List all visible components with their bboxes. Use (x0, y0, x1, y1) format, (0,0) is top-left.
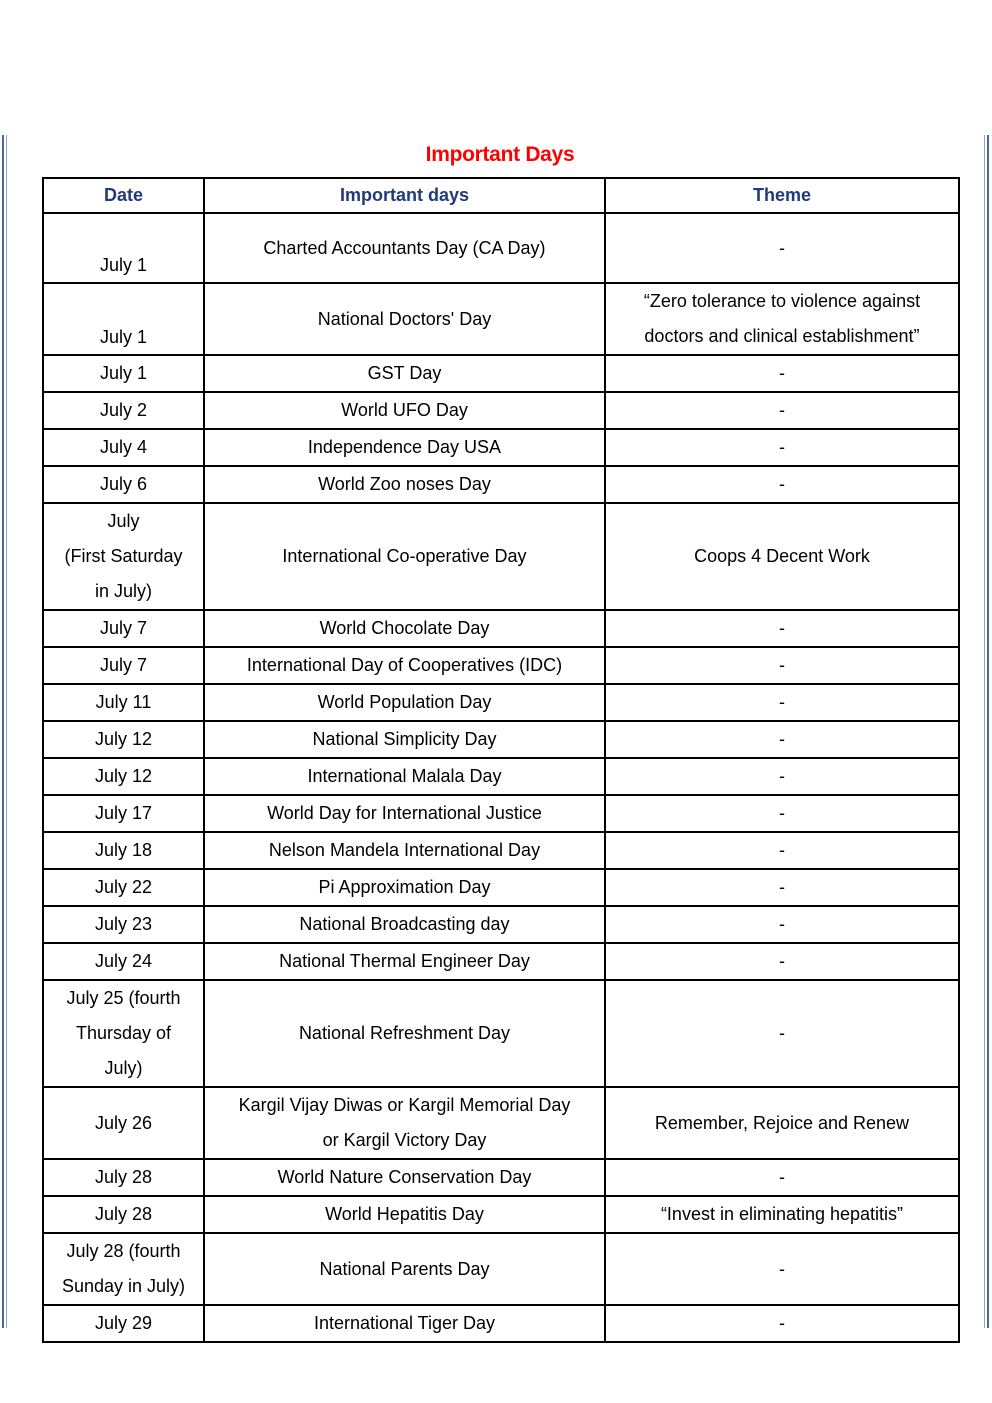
day-text: Independence Day USA (307, 437, 502, 457)
date-text: July) (104, 1058, 143, 1078)
theme-text: - (779, 692, 785, 712)
table-header-row (43, 178, 959, 213)
date-text: July 2 (99, 400, 148, 420)
theme-text: - (779, 840, 785, 860)
theme-cell (605, 906, 959, 943)
table-row (43, 943, 959, 980)
theme-cell (605, 1159, 959, 1196)
theme-cell (605, 355, 959, 392)
theme-text: - (779, 729, 785, 749)
theme-text: - (779, 1313, 785, 1333)
table-row (43, 869, 959, 906)
theme-cell (605, 1196, 959, 1233)
table-row (43, 1159, 959, 1196)
theme-text: - (779, 618, 785, 638)
theme-text: doctors and clinical establishment” (644, 326, 920, 346)
date-cell (43, 832, 204, 869)
date-cell (43, 684, 204, 721)
day-text: World Chocolate Day (319, 618, 490, 638)
day-text: or Kargil Victory Day (322, 1130, 487, 1150)
date-text: July 23 (94, 914, 153, 934)
table-row (43, 721, 959, 758)
day-cell (204, 943, 605, 980)
table-row (43, 466, 959, 503)
day-text: World Zoo noses Day (318, 474, 491, 494)
date-text: July 22 (94, 877, 153, 897)
date-text: July 1 (99, 255, 148, 275)
theme-text: - (779, 1167, 785, 1187)
date-text: July 7 (99, 655, 148, 675)
day-cell (204, 355, 605, 392)
date-cell (43, 795, 204, 832)
table-row (43, 1233, 959, 1305)
date-cell (43, 943, 204, 980)
day-text: National Broadcasting day (299, 914, 510, 934)
day-cell (204, 213, 605, 283)
theme-text: - (779, 1258, 785, 1279)
date-cell (43, 1233, 204, 1305)
day-cell (204, 832, 605, 869)
day-text: National Thermal Engineer Day (279, 951, 530, 971)
date-text: July 12 (94, 729, 153, 749)
table-row (43, 1087, 959, 1159)
date-text: July 17 (94, 803, 153, 823)
table-row (43, 758, 959, 795)
date-cell (43, 429, 204, 466)
table-row (43, 684, 959, 721)
day-text: International Tiger Day (313, 1313, 496, 1333)
important-days-table (42, 177, 960, 1343)
day-cell (204, 392, 605, 429)
table-row (43, 1305, 959, 1342)
date-cell (43, 1196, 204, 1233)
date-cell (43, 869, 204, 906)
day-text: World UFO Day (341, 400, 468, 420)
day-text: Pi Approximation Day (318, 877, 491, 897)
day-cell (204, 758, 605, 795)
date-text: July 26 (94, 1112, 153, 1133)
day-cell (204, 906, 605, 943)
date-text: July 12 (94, 766, 153, 786)
date-text: July 6 (99, 474, 148, 494)
day-cell (204, 795, 605, 832)
date-cell (43, 647, 204, 684)
date-cell (43, 721, 204, 758)
header-important-days: Important days (204, 178, 605, 213)
day-text: World Hepatitis Day (325, 1204, 484, 1224)
theme-text: - (779, 803, 785, 823)
day-cell (204, 647, 605, 684)
date-cell (43, 1305, 204, 1342)
table-row (43, 392, 959, 429)
theme-cell (605, 795, 959, 832)
theme-cell (605, 1087, 959, 1159)
day-text: GST Day (367, 363, 442, 383)
date-text: July 7 (99, 618, 148, 638)
page-border-right (984, 135, 989, 1328)
header-theme: Theme (605, 178, 959, 213)
date-text: July 28 (94, 1167, 153, 1187)
table-row (43, 283, 959, 355)
date-cell (43, 283, 204, 355)
theme-cell (605, 429, 959, 466)
day-cell (204, 721, 605, 758)
day-text: National Simplicity Day (312, 729, 497, 749)
theme-cell (605, 392, 959, 429)
table-row (43, 980, 959, 1087)
day-cell (204, 684, 605, 721)
theme-text: - (779, 437, 785, 457)
day-cell (204, 503, 605, 610)
table-row (43, 503, 959, 610)
date-text: July 29 (94, 1313, 153, 1333)
theme-text: - (779, 914, 785, 934)
header-date: Date (43, 178, 204, 213)
table-row (43, 795, 959, 832)
date-cell (43, 758, 204, 795)
theme-text: - (779, 877, 785, 897)
theme-cell (605, 721, 959, 758)
theme-cell (605, 869, 959, 906)
theme-cell (605, 980, 959, 1087)
date-text: (First Saturday (64, 546, 183, 566)
theme-text: “Zero tolerance to violence against (643, 291, 921, 311)
theme-text: - (779, 474, 785, 494)
day-cell (204, 1159, 605, 1196)
day-cell (204, 1196, 605, 1233)
date-cell (43, 906, 204, 943)
day-text: National Parents Day (319, 1258, 490, 1279)
day-cell (204, 466, 605, 503)
date-cell (43, 355, 204, 392)
theme-text: - (779, 951, 785, 971)
date-cell (43, 392, 204, 429)
date-text: July 1 (99, 327, 148, 347)
theme-text: - (779, 1023, 785, 1043)
table-row (43, 213, 959, 283)
date-text: Sunday in July) (61, 1276, 186, 1296)
day-cell (204, 283, 605, 355)
date-text: July 24 (94, 951, 153, 971)
theme-text: Remember, Rejoice and Renew (654, 1112, 910, 1133)
table-row (43, 906, 959, 943)
date-cell (43, 610, 204, 647)
date-text: July 1 (99, 363, 148, 383)
day-cell (204, 1233, 605, 1305)
day-cell (204, 869, 605, 906)
day-cell (204, 980, 605, 1087)
table-row (43, 832, 959, 869)
day-text: Nelson Mandela International Day (268, 840, 541, 860)
page-title: Important Days (425, 143, 575, 166)
theme-text: - (779, 655, 785, 675)
date-text: July 4 (99, 437, 148, 457)
date-text: July 28 (94, 1204, 153, 1224)
date-cell (43, 1087, 204, 1159)
day-cell (204, 610, 605, 647)
theme-cell (605, 503, 959, 610)
table-row (43, 610, 959, 647)
day-text: Charted Accountants Day (CA Day) (263, 237, 546, 258)
date-cell (43, 213, 204, 283)
day-text: International Malala Day (307, 766, 502, 786)
theme-cell (605, 283, 959, 355)
day-cell (204, 429, 605, 466)
date-cell (43, 466, 204, 503)
day-text: National Refreshment Day (298, 1023, 511, 1043)
day-text: Kargil Vijay Diwas or Kargil Memorial Day (238, 1095, 571, 1115)
date-text: Thursday of (75, 1023, 172, 1043)
table-row (43, 647, 959, 684)
theme-cell (605, 1305, 959, 1342)
theme-cell (605, 684, 959, 721)
day-cell (204, 1087, 605, 1159)
table-row (43, 1196, 959, 1233)
date-cell (43, 503, 204, 610)
day-text: International Co-operative Day (282, 546, 527, 566)
theme-text: - (779, 766, 785, 786)
theme-text: Coops 4 Decent Work (694, 546, 870, 566)
theme-text: - (779, 400, 785, 420)
theme-cell (605, 943, 959, 980)
theme-cell (605, 758, 959, 795)
date-text: July 28 (fourth (66, 1241, 181, 1261)
theme-cell (605, 213, 959, 283)
theme-cell (605, 610, 959, 647)
table-row (43, 355, 959, 392)
date-text: July 25 (fourth (66, 988, 181, 1008)
day-text: World Nature Conservation Day (277, 1167, 532, 1187)
date-cell (43, 1159, 204, 1196)
theme-cell (605, 1233, 959, 1305)
date-text: July (107, 511, 140, 531)
table-body (43, 213, 959, 1342)
theme-cell (605, 647, 959, 684)
date-text: July 11 (95, 692, 152, 712)
page-border-left (2, 135, 7, 1328)
theme-text: “Invest in eliminating hepatitis” (660, 1204, 904, 1224)
date-text: July 18 (94, 840, 153, 860)
day-text: International Day of Cooperatives (IDC) (246, 655, 563, 675)
theme-cell (605, 466, 959, 503)
day-text: World Day for International Justice (267, 803, 542, 823)
day-cell (204, 1305, 605, 1342)
table-row (43, 429, 959, 466)
theme-text: - (779, 237, 785, 258)
day-text: World Population Day (317, 692, 492, 712)
date-cell (43, 980, 204, 1087)
date-text: in July) (94, 581, 152, 601)
theme-text: - (779, 363, 785, 383)
day-text: National Doctors' Day (317, 308, 492, 329)
theme-cell (605, 832, 959, 869)
